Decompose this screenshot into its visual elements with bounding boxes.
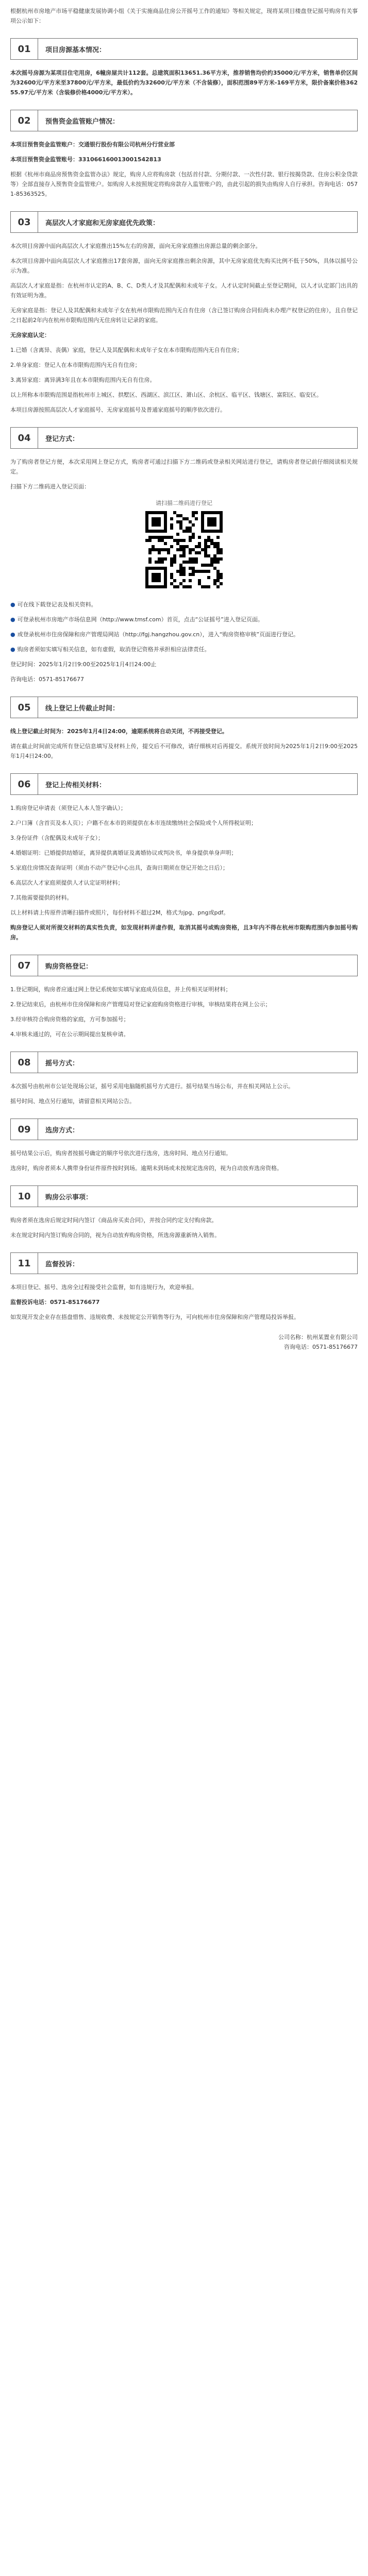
s9-paragraph: 选房时，购房者须本人携带身份证件原件按时到场。逾期未到场或未按规定选房的，视为自动放弃选房资格。: [10, 1165, 282, 1172]
s2-account-name: 本项目预售资金监管账户：交通银行股份有限公司杭州分行营业部: [10, 141, 175, 148]
section-title: 高层次人才家庭和无房家庭优先政策：: [45, 219, 160, 227]
section-number: 11: [11, 1253, 38, 1274]
list-item-text: 可在线下载登记表及相关资料。: [17, 601, 97, 608]
section-header-10: [10, 1185, 358, 1207]
section-header-04: [10, 427, 358, 449]
s6-paragraph: 以上材料请上传原件清晰扫描件或照片，每份材料不超过2M，格式为jpg、png或pdf。: [10, 909, 229, 916]
section-title: 摇号方式：: [45, 1059, 79, 1067]
s7-paragraph: 2.登记结束后，由杭州市住房保障和房产管理局对登记家庭购房资格进行审核，审核结果将在网上公示；: [10, 1001, 271, 1008]
section-header-03: [10, 211, 358, 233]
section-title: 项目房源基本情况：: [45, 46, 106, 54]
s3-paragraph: 本次项目房源中面向高层次人才家庭推出17套房源，面向无房家庭推出剩余房源，其中无房家庭优先购买比例不低于50%，具体以摇号公示为准。: [10, 258, 358, 274]
section-header-06: [10, 773, 358, 795]
s3-paragraph: 本次项目房源中面向高层次人才家庭推出15%左右的房源，面向无房家庭推出房源总量的剩余部分。: [10, 243, 261, 249]
list-item: [10, 645, 358, 659]
qr-block: [10, 499, 358, 590]
section-number: 01: [11, 39, 38, 59]
section-number: 07: [11, 955, 38, 976]
qr-code-icon[interactable]: [145, 511, 223, 590]
s3-paragraph: 无房家庭是指：登记人及其配偶和未成年子女在杭州市限购范围内无自有住房（含已签订购房合同但尚未办理产权登记的住房），且自登记之日起前2年内在杭州市限购范围内无住房转让记录的家庭。: [10, 307, 358, 324]
s10-paragraph: 未在规定时间内签订购房合同的，视为自动放弃购房资格，所选房源重新纳入销售。: [10, 1232, 220, 1239]
section-title: 预售资金监管账户情况：: [45, 117, 120, 126]
section-header-01: [10, 38, 358, 60]
s5-paragraph: 请在截止时间前完成所有登记信息填写及材料上传，提交后不可修改，请仔细核对后再提交。系统开放时间为2025年1月2日9:00至2025年1月4日24:00。: [10, 743, 358, 759]
list-item: [10, 615, 358, 630]
s3-paragraph: 本项目房源按照高层次人才家庭摇号、无房家庭摇号及普通家庭摇号的顺序依次进行。: [10, 406, 226, 413]
s7-paragraph: 1.登记期间，购房者应通过网上登记系统如实填写家庭成员信息，并上传相关证明材料；: [10, 986, 231, 993]
section-number: 02: [11, 110, 38, 131]
section-header-11: [10, 1252, 358, 1274]
qr-caption: 请扫描二维码进行登记: [156, 500, 212, 506]
section-title: 购房资格登记：: [45, 962, 93, 971]
list-item: 5.家庭住房情况查询证明（须由不动产登记中心出具，查询日期须在登记开始之日后）；: [10, 865, 228, 871]
s8-paragraph: 本次摇号由杭州市公证处现场公证，摇号采用电脑随机摇号方式进行。摇号结果当场公布，并在相关网站上公示。: [10, 1083, 294, 1090]
s11-paragraph: 如发现开发企业存在捂盘惜售、违规收费、未按规定公开销售等行为，可向杭州市住房保障和房产管理局投诉举报。: [10, 1314, 299, 1320]
section-header-07: [10, 955, 358, 976]
intro-paragraph: 根据杭州市房地产市场平稳健康发展协调小组《关于实施商品住房公开摇号工作的通知》等相关规定，现将某项目楼盘登记摇号购房有关事项公示如下：: [10, 8, 358, 24]
section-title: 监督投诉：: [45, 1260, 79, 1268]
bullet-icon: ●: [10, 616, 15, 623]
section-number: 09: [11, 1119, 38, 1140]
list-item: 7.其他需要提供的材料。: [10, 894, 73, 901]
s8-paragraph: 摇号时间、地点另行通知，请留意相关网站公告。: [10, 1098, 135, 1105]
list-item: 2.户口簿（含首页及本人页）；户籍不在本市的须提供在本市连续缴纳社会保险或个人所得税证明；: [10, 820, 257, 826]
s2-paragraph: 根据《杭州市商品房预售资金监管办法》规定，购房人应将购房款（包括首付款、分期付款、一次性付款、银行按揭贷款、住房公积金贷款等）全部直接存入预售资金监管账户。如购房人未按照规定将购房款存入监管账户的，由此引起的损失由购房人自行承担。咨询电话：0571-85363525。: [10, 171, 358, 197]
list-item: [10, 630, 358, 645]
s2-account-number: 本项目预售资金监管账号：331066160013001542813: [10, 156, 161, 163]
bullet-icon: ●: [10, 646, 15, 653]
s4-paragraph: 扫描下方二维码进入登记页面：: [10, 483, 90, 490]
list-item: 1.已婚（含离异、丧偶）家庭，登记人及其配偶和未成年子女在本市限购范围内无自有住房；: [10, 347, 243, 353]
s5-paragraph: 线上登记截止时间为：2025年1月4日24:00，逾期系统将自动关闭，不再接受登记。: [10, 728, 228, 735]
bullet-icon: ●: [10, 601, 15, 608]
section-header-02: [10, 110, 358, 131]
section-header-08: [10, 1052, 358, 1073]
list-item-text: 或登录杭州市住房保障和房产管理局网站（http://fgj.hangzhou.gov.cn），进入“购房资格审核”页面进行登记。: [17, 631, 299, 638]
section-number: 03: [11, 212, 38, 232]
section-title: 登记上传相关材料：: [45, 781, 106, 789]
footer: [10, 1332, 358, 1352]
s6-paragraph: 购房登记人须对所提交材料的真实性负责，如发现材料弄虚作假，取消其摇号或购房资格，且3年内不得在杭州市限购范围内参加摇号购房。: [10, 924, 358, 941]
list-item: 3.离异家庭：离异满3年且在本市限购范围内无自有住房。: [10, 377, 156, 383]
s4-paragraph: 为了购房者登记方便，本次采用网上登记方式，购房者可通过扫描下方二维码或登录相关网站进行登记，请购房者登记前仔细阅读相关规定。: [10, 459, 358, 475]
section-header-05: [10, 697, 358, 718]
s7-paragraph: 4.审核未通过的，可在公示期间提出复核申请。: [10, 1031, 129, 1038]
footer-phone: 咨询电话：0571-85176677: [284, 1344, 358, 1350]
section-title: 登记方式：: [45, 435, 79, 443]
list-item-text: 购房者须如实填写相关信息，如有虚假，取消登记资格并承担相应法律责任。: [17, 646, 210, 653]
s9-paragraph: 摇号结果公示后，购房者按摇号确定的顺序号依次进行选房，选房时间、地点另行通知。: [10, 1150, 231, 1157]
s11-phone: 监督投诉电话：0571-85176677: [10, 1299, 100, 1306]
s7-paragraph: 3.经审核符合购房资格的家庭，方可参加摇号；: [10, 1016, 129, 1023]
s11-paragraph: 本项目登记、摇号、选房全过程接受社会监督，如有违规行为，欢迎举报。: [10, 1284, 197, 1291]
list-item: 2.单身家庭：登记人在本市限购范围内无自有住房；: [10, 362, 141, 368]
section-title: 选房方式：: [45, 1126, 79, 1134]
section-number: 10: [11, 1186, 38, 1207]
list-item-text: 可登录杭州市房地产市场信息网（http://www.tmsf.com）首页，点击“公证摇号”进入登记页面。: [17, 616, 264, 623]
list-item: 6.高层次人才家庭须提供人才认定证明材料；: [10, 879, 124, 886]
s3-subheading: 无房家庭认定：: [10, 332, 50, 338]
s3-paragraph: 高层次人才家庭是指：在杭州市认定的A、B、C、D类人才及其配偶和未成年子女。人才认定时间截止至登记期间，以人才认定部门出具的有效证明为准。: [10, 282, 358, 299]
section-header-09: [10, 1118, 358, 1140]
s3-paragraph: 以上所称本市限购范围是指杭州市上城区、拱墅区、西湖区、滨江区、萧山区、余杭区、临平区、钱塘区、富阳区、临安区。: [10, 392, 322, 398]
s4-phone: 咨询电话：0571-85176677: [10, 676, 84, 683]
section-number: 08: [11, 1052, 38, 1073]
section-title: 购房公示事项：: [45, 1193, 93, 1201]
section-number: 04: [11, 428, 38, 448]
bullet-icon: ●: [10, 631, 15, 638]
list-item: 1.购房登记申请表（须登记人本人签字确认）；: [10, 805, 126, 811]
footer-company: 公司名称：杭州某置业有限公司: [278, 1334, 358, 1341]
s1-paragraph: 本次摇号房源为某项目住宅用房，6幢房屋共计112套。总建筑面积13651.36平方米，推荐销售均价约35000元/平方米，销售单价区间为32600元/平方米至37800元/平方米，最低价约为32600元/平方米（不含装修），面积范围89平方米-169平方米，限价备案价格36255.97元/平方米（含装修价格4000元/平方米）。: [10, 70, 358, 96]
list-item: 3.身份证件（含配偶及未成年子女）；: [10, 835, 104, 841]
section-number: 06: [11, 774, 38, 794]
section-title: 线上登记上传截止时间：: [45, 704, 120, 713]
section-number: 05: [11, 697, 38, 718]
s4-time: 登记时间：2025年1月2日9:00至2025年1月4日24:00止: [10, 661, 157, 668]
list-item: [10, 600, 358, 615]
list-item: 4.婚姻证明：已婚提供结婚证，离异提供离婚证及离婚协议或判决书，单身提供单身声明；: [10, 850, 237, 856]
s10-paragraph: 购房者须在选房后规定时间内签订《商品房买卖合同》，并按合同约定支付购房款。: [10, 1217, 218, 1224]
